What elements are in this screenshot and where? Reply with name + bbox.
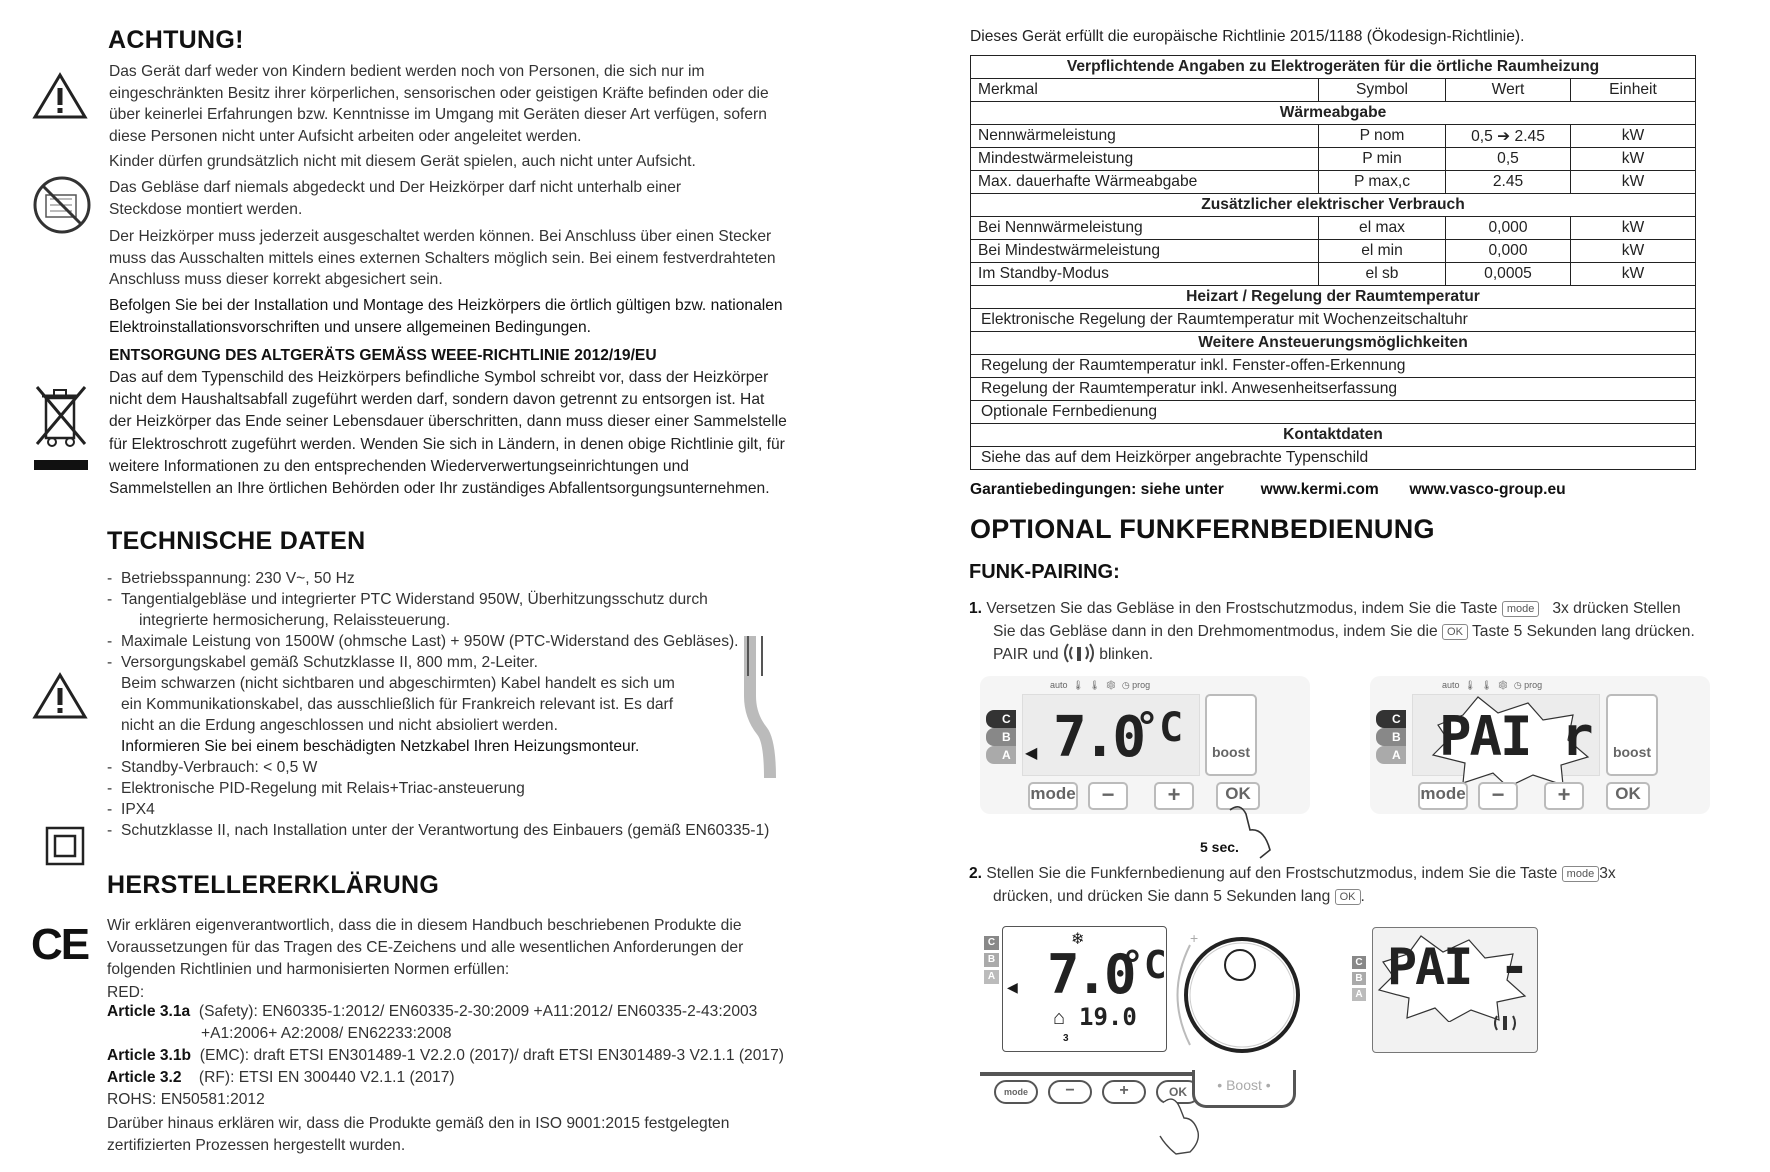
article-label: Article 3.1b <box>107 1047 192 1064</box>
mode-icons-row: auto 🌡 🌡 ❄ ◷ prog <box>1050 680 1151 690</box>
cell: Regelung der Raumtemperatur inkl. Fenster-offen-Erkennung <box>971 355 1696 378</box>
article-text: (RF): ETSI EN 300440 V2.1.1 (2017) <box>198 1069 455 1086</box>
list-item: - Standby-Verbrauch: < 0,5 W <box>107 757 807 778</box>
tech-title: TECHNISCHE DATEN <box>107 527 366 555</box>
pairing-title: FUNK-PAIRING: <box>969 561 1120 583</box>
header-cell: Einheit <box>1571 79 1696 102</box>
achtung-paragraph-2: Kinder dürfen grundsätzlich nicht mit diesem Gerät spielen, auch nicht unter Aufsicht. <box>109 153 696 170</box>
snowflake-icon: ❄ <box>1071 931 1085 948</box>
list-item: - IPX4 <box>107 799 807 820</box>
installation-notice: Befolgen Sie bei der Installation und Montage des Heizkörpers die örtlich gültigen bzw. nationalen Elektroinstallationsvorschriften und unsere allgemeinen Bedingungen. <box>109 297 783 336</box>
mode-icons-row: auto 🌡 🌡 ❄ ◷ prog <box>1442 680 1543 690</box>
cell: Max. dauerhafte Wärmeabgabe <box>971 171 1319 194</box>
step-text: Sie das Gebläse dann in den Drehmomentmodus, indem Sie die <box>993 623 1438 640</box>
header-cell: Wert <box>1446 79 1571 102</box>
article-text: (EMC): draft ETSI EN301489-1 V2.2.0 (2017)/ draft ETSI EN301489-3 V2.1.1 (2017) <box>199 1047 784 1064</box>
pointer-icon: ◀ <box>1007 979 1018 995</box>
mode-key: mode <box>1502 601 1540 617</box>
protection-class-ii-icon <box>45 826 85 866</box>
cable-icon <box>740 636 780 778</box>
table-row <box>971 447 1696 470</box>
minus-button[interactable]: − <box>1088 782 1128 810</box>
left-column <box>0 0 800 1172</box>
cell: P max,c <box>1319 171 1446 194</box>
cell: 0,5 ➔ 2.45 <box>1446 125 1571 148</box>
step-text: Taste 5 Sekunden lang drücken. <box>1472 623 1695 640</box>
section-header: Wärmeabgabe <box>971 102 1696 125</box>
list-item: Beim schwarzen (nicht sichtbaren und abgeschirmten) Kabel handelt es sich um <box>121 675 675 692</box>
step-text: Stellen Sie die Funkfernbedienung auf den Frostschutzmodus, indem Sie die Taste <box>986 865 1558 882</box>
step-1 <box>969 597 1739 666</box>
zone-number: 3 <box>1063 1033 1069 1044</box>
step-text: drücken, und drücken Sie dann 5 Sekunden lang <box>993 888 1331 905</box>
cell: 0,5 <box>1446 148 1571 171</box>
header-cell: Merkmal <box>971 79 1319 102</box>
pointer-icon: ◀ <box>1025 745 1038 762</box>
achtung-paragraph-1: Das Gerät darf weder von Kindern bedient werden noch von Personen, die sich nur im eingeschränkten Besitz ihrer körperlichen, sensorischen oder geistigen Kräfte befinden oder die über keinerlei Erfahrungen bzw. Kenntnisse im Umgang mit Geräten dieser Art verfügen, sofern diese Personen nicht unter Aufsicht arbeiten oder angeleitet werden. <box>109 63 769 145</box>
finger-press-icon <box>1150 1096 1220 1156</box>
table-header-row <box>971 79 1696 102</box>
mode-button[interactable]: mode <box>1028 782 1078 810</box>
step-text: PAIR und <box>993 646 1059 663</box>
pair-readout: PAI - <box>1387 938 1528 996</box>
list-item: - Elektronische PID-Regelung mit Relais+Triac-ansteuerung <box>107 778 807 799</box>
unit-readout: °C <box>1135 705 1184 751</box>
cell: 0,0005 <box>1446 263 1571 286</box>
ecodesign-table <box>970 55 1696 470</box>
table-row <box>971 171 1696 194</box>
step-text: Versetzen Sie das Gebläse in den Frostschutzmodus, indem Sie die Taste <box>986 600 1498 617</box>
step-text: blinken. <box>1099 646 1154 663</box>
list-item: - Schutzklasse II, nach Installation unter der Verantwortung des Einbauers (gemäß EN60335-1) <box>107 820 807 841</box>
section-header: Zusätzlicher elektrischer Verbrauch <box>971 194 1696 217</box>
cell: kW <box>1571 217 1696 240</box>
radio-signal-icon <box>1063 646 1099 663</box>
table-title: Verpflichtende Angaben zu Elektrogeräten für die örtliche Raumheizung <box>971 56 1696 79</box>
list-item: ein Kommunikationskabel, das ausschließlich für Frankreich relevant ist. Es darf <box>121 696 674 713</box>
article-text: (Safety): EN60335-1:2012/ EN60335-2-30:2009 +A11:2012/ EN60335-2-43:2003 <box>198 1003 758 1020</box>
house-icon: ⌂ <box>1053 1007 1066 1029</box>
step-text: 3x <box>1599 865 1616 882</box>
declaration-red: RED: <box>107 984 145 1001</box>
list-item: - Betriebsspannung: 230 V~, 50 Hz <box>107 568 807 589</box>
article-label: Article 3.1a <box>107 1003 191 1020</box>
plus-button[interactable]: + <box>1102 1080 1146 1104</box>
header-cell: Symbol <box>1319 79 1446 102</box>
device-panel-frost <box>980 676 1310 814</box>
table-row <box>971 355 1696 378</box>
table-row <box>971 263 1696 286</box>
cell: Bei Mindestwärmeleistung <box>971 240 1319 263</box>
svg-text:+: + <box>1190 930 1199 946</box>
ok-button[interactable]: OK <box>1216 782 1260 810</box>
table-row <box>971 309 1696 332</box>
cell: el min <box>1319 240 1446 263</box>
table-row <box>971 378 1696 401</box>
cell: kW <box>1571 240 1696 263</box>
section-header: Heizart / Regelung der Raumtemperatur <box>971 286 1696 309</box>
tech-list <box>107 568 807 841</box>
plus-button[interactable]: + <box>1544 782 1584 810</box>
achtung-title: ACHTUNG! <box>108 26 244 54</box>
cell: 0,000 <box>1446 217 1571 240</box>
warning-icon <box>32 72 88 120</box>
cell: el sb <box>1319 263 1446 286</box>
cell: Bei Nennwärmeleistung <box>971 217 1319 240</box>
cell: Regelung der Raumtemperatur inkl. Anwesenheitserfassung <box>971 378 1696 401</box>
mode-button[interactable]: mode <box>1418 782 1468 810</box>
mode-indicators: C B A <box>1352 956 1366 1001</box>
step-text: . <box>1360 888 1365 905</box>
table-row <box>971 148 1696 171</box>
minus-button[interactable]: − <box>1478 782 1518 810</box>
cell: Nennwärmeleistung <box>971 125 1319 148</box>
rohs-text: ROHS: EN50581:2012 <box>107 1091 265 1108</box>
unit-readout: °C <box>1121 943 1167 987</box>
plus-button[interactable]: + <box>1154 782 1194 810</box>
ecodesign-intro: Dieses Gerät erfüllt die europäische Richtlinie 2015/1188 (Ökodesign-Richtlinie). <box>970 28 1525 45</box>
cell: Mindestwärmeleistung <box>971 148 1319 171</box>
list-item: - Maximale Leistung von 1500W (ohmsche Last) + 950W (PTC-Widerstand des Gebläses). <box>107 631 807 652</box>
section-header: Kontaktdaten <box>971 424 1696 447</box>
temperature-readout: 7.0 <box>1053 705 1143 770</box>
section-header: Weitere Ansteuerungsmöglichkeiten <box>971 332 1696 355</box>
press-duration: 5 sec. <box>1200 839 1239 855</box>
warning-icon <box>32 672 88 720</box>
list-item: integrierte hermosicherung, Relaissteuerung. <box>139 612 451 629</box>
step-text: 3x drücken Stellen <box>1552 600 1681 617</box>
achtung-paragraph-4: Der Heizkörper muss jederzeit ausgeschaltet werden können. Bei Anschluss über einen Stecker muss das Ausschalten mittels eines externen Schalters möglich sein. Bei einem festverdrahteten Anschluss muss dieser korrekt abgesichert sein. <box>109 228 776 288</box>
cell: kW <box>1571 148 1696 171</box>
do-not-cover-icon <box>32 175 92 235</box>
mode-indicators: C B A <box>1376 710 1406 764</box>
lcd-display <box>1412 694 1600 776</box>
cell: Im Standby-Modus <box>971 263 1319 286</box>
table-row <box>971 125 1696 148</box>
achtung-paragraph-3: Das Gebläse darf niemals abgedeckt und Der Heizkörper darf nicht unterhalb einer Steckdose montiert werden. <box>109 179 682 218</box>
minus-button[interactable]: − <box>1048 1080 1092 1104</box>
cell: el max <box>1319 217 1446 240</box>
boost-button[interactable]: boost <box>1606 694 1658 776</box>
declaration-paragraph-2: Darüber hinaus erklären wir, dass die Produkte gemäß den in ISO 9001:2015 festgelegten zertifizierten Prozessen hergestellt wurden. <box>107 1115 730 1154</box>
declaration-title: HERSTELLERERKLÄRUNG <box>107 871 440 899</box>
list-item: nicht an die Erdung angeschlossen und nicht absioliert werden. <box>121 717 558 734</box>
weee-paragraph: Das auf dem Typenschild des Heizkörpers befindliche Symbol schreibt vor, dass der Heizkörper nicht dem Haushaltsabfall zugeführt werden darf, sondern davon getrennt zu entsorgen ist. Hat der Heizkörper das Ende seiner Lebensdauer überschritten, dann muss dieser einer Sammelstelle für Elektroschrott zugeführt werden. Wenden Sie sich in Ländern, in denen obige Richtlinie gilt, für weitere Informationen zu den entsprechenden Wiederverwertungseinrichtungen und Sammelstellen an Ihre örtlichen Behörden oder Ihr zuständiges Abfallentsorgungsunternehmen. <box>109 369 787 498</box>
mode-indicators: C B A <box>984 936 999 984</box>
lcd-display <box>1022 694 1200 776</box>
list-item: Informieren Sie bei einem beschädigten Netzkabel Ihren Heizungsmonteur. <box>121 738 640 755</box>
table-row <box>971 217 1696 240</box>
rotary-dial-icon[interactable] <box>1170 925 1300 1065</box>
boost-button[interactable]: boost <box>1205 694 1257 776</box>
article-label: Article 3.2 <box>107 1069 182 1086</box>
remote-lcd-pair <box>1372 927 1538 1053</box>
ce-mark-icon: CE <box>31 920 89 969</box>
remote-lcd <box>1002 926 1167 1052</box>
declaration-paragraph-1: Wir erklären eigenverantwortlich, dass die in diesem Handbuch beschriebenen Produkte die Voraussetzungen für das Tragen des CE-Zeichens und alle wesentlichen Anforderungen der folgenden Richtlinien und harmonisierten Normen erfüllen: <box>107 917 744 978</box>
device-panel-pair <box>1370 676 1710 814</box>
step-number: 1. <box>969 600 983 617</box>
cell: 0,000 <box>1446 240 1571 263</box>
list-item: - Tangentialgebläse und integrierter PTC Widerstand 950W, Überhitzungsschutz durch <box>107 589 807 610</box>
cell: P min <box>1319 148 1446 171</box>
step-number: 2. <box>969 865 983 882</box>
ok-button[interactable]: OK <box>1606 782 1650 810</box>
step-2 <box>969 862 1739 908</box>
mode-indicators: C B A <box>986 710 1016 764</box>
room-temperature: 19.0 <box>1079 1003 1137 1031</box>
radio-signal-icon <box>1487 1008 1523 1038</box>
right-column <box>960 0 1750 1172</box>
table-row <box>971 401 1696 424</box>
boost-button[interactable]: • Boost • <box>1192 1070 1296 1108</box>
crossed-bin-icon <box>32 382 90 474</box>
weee-title: ENTSORGUNG DES ALTGERÄTS GEMÄSS WEEE-RICHTLINIE 2012/19/EU <box>109 347 657 364</box>
ok-key: OK <box>1442 624 1468 640</box>
article-text: +A1:2006+ A2:2008/ EN62233:2008 <box>201 1025 452 1042</box>
table-row <box>971 240 1696 263</box>
warranty-line <box>970 481 1566 499</box>
ok-button[interactable]: OK <box>1156 1080 1200 1104</box>
cell: Siehe das auf dem Heizkörper angebrachte Typenschild <box>971 447 1696 470</box>
cell: kW <box>1571 171 1696 194</box>
warranty-label: Garantiebedingungen: siehe unter <box>970 481 1224 498</box>
url-link[interactable]: www.vasco-group.eu <box>1409 481 1566 498</box>
cell: Optionale Fernbedienung <box>971 401 1696 424</box>
temperature-readout: 7.0 <box>1047 943 1133 1006</box>
remote-title: OPTIONAL FUNKFERNBEDIENUNG <box>970 514 1435 544</box>
pair-readout: PAI r <box>1439 705 1592 768</box>
cell: kW <box>1571 125 1696 148</box>
cell: 2.45 <box>1446 171 1571 194</box>
ok-key: OK <box>1335 889 1361 905</box>
list-item: - Versorgungskabel gemäß Schutzklasse II, 800 mm, 2-Leiter. <box>107 652 807 673</box>
mode-button[interactable]: mode <box>994 1080 1038 1104</box>
cell: P nom <box>1319 125 1446 148</box>
url-link[interactable]: www.kermi.com <box>1260 481 1379 498</box>
cell: kW <box>1571 263 1696 286</box>
article-list <box>107 1001 807 1111</box>
mode-key: mode <box>1562 866 1600 882</box>
cell: Elektronische Regelung der Raumtemperatur mit Wochenzeitschaltuhr <box>971 309 1696 332</box>
